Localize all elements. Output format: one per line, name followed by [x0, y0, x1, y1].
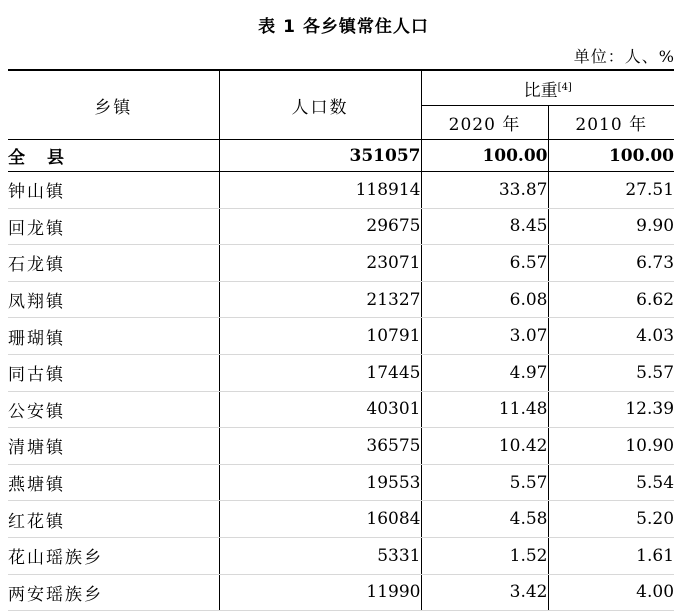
cell-share-2020: 5.57 — [421, 464, 548, 501]
unit-note: 单位：人、% — [573, 47, 675, 66]
cell-population: 19553 — [219, 464, 421, 501]
table-row — [8, 464, 674, 501]
cell-share-2020: 3.07 — [421, 318, 548, 355]
cell-town-name: 石龙镇 — [8, 245, 219, 282]
cell-share-2020: 8.45 — [421, 208, 548, 245]
population-table — [8, 69, 674, 611]
table-row — [8, 354, 674, 391]
cell-share-2020: 4.58 — [421, 501, 548, 538]
cell-population: 16084 — [219, 501, 421, 538]
table-row — [8, 428, 674, 465]
cell-town-name: 全县 — [8, 140, 219, 172]
cell-town-name: 回龙镇 — [8, 208, 219, 245]
table-header — [8, 70, 674, 140]
cell-population: 5331 — [219, 537, 421, 574]
cell-town-name: 燕塘镇 — [8, 464, 219, 501]
cell-population: 36575 — [219, 428, 421, 465]
cell-town-name: 凤翔镇 — [8, 281, 219, 318]
cell-share-2010: 9.90 — [548, 208, 674, 245]
cell-share-2020: 11.48 — [421, 391, 548, 428]
cell-share-2010: 1.61 — [548, 537, 674, 574]
cell-town-name: 两安瑶族乡 — [8, 574, 219, 611]
cell-share-2010: 5.54 — [548, 464, 674, 501]
column-header-town: 乡镇 — [8, 70, 219, 140]
cell-population: 17445 — [219, 354, 421, 391]
share-label: 比重 — [523, 80, 558, 101]
cell-town-name: 同古镇 — [8, 354, 219, 391]
cell-share-2010: 6.73 — [548, 245, 674, 282]
cell-share-2020: 10.42 — [421, 428, 548, 465]
table-row-total — [8, 140, 674, 172]
cell-share-2010: 5.57 — [548, 354, 674, 391]
cell-share-2020: 33.87 — [421, 172, 548, 209]
cell-share-2010: 6.62 — [548, 281, 674, 318]
column-header-2020: 2020 年 — [421, 106, 548, 140]
cell-town-name: 钟山镇 — [8, 172, 219, 209]
table-row — [8, 172, 674, 209]
table-body — [8, 140, 674, 611]
column-header-share — [421, 70, 674, 106]
table-row — [8, 318, 674, 355]
cell-population: 351057 — [219, 140, 421, 172]
column-header-2010: 2010 年 — [548, 106, 674, 140]
table-row — [8, 281, 674, 318]
column-header-population: 人口数 — [219, 70, 421, 140]
cell-town-name: 红花镇 — [8, 501, 219, 538]
table-row — [8, 391, 674, 428]
table-row — [8, 501, 674, 538]
cell-share-2020: 6.57 — [421, 245, 548, 282]
cell-share-2010: 12.39 — [548, 391, 674, 428]
cell-share-2010: 5.20 — [548, 501, 674, 538]
cell-share-2010: 4.00 — [548, 574, 674, 611]
cell-town-name: 珊瑚镇 — [8, 318, 219, 355]
cell-population: 11990 — [219, 574, 421, 611]
cell-town-name: 清塘镇 — [8, 428, 219, 465]
table-row — [8, 245, 674, 282]
cell-share-2010: 4.03 — [548, 318, 674, 355]
cell-population: 23071 — [219, 245, 421, 282]
cell-share-2020: 100.00 — [421, 140, 548, 172]
cell-share-2010: 10.90 — [548, 428, 674, 465]
table-row — [8, 208, 674, 245]
cell-population: 29675 — [219, 208, 421, 245]
table-row — [8, 574, 674, 611]
cell-share-2010: 27.51 — [548, 172, 674, 209]
cell-population: 118914 — [219, 172, 421, 209]
cell-share-2020: 4.97 — [421, 354, 548, 391]
share-footnote-mark: [4] — [557, 81, 572, 93]
cell-share-2020: 6.08 — [421, 281, 548, 318]
table-title: 表 1 各乡镇常住人口 — [258, 17, 429, 37]
cell-population: 21327 — [219, 281, 421, 318]
cell-town-name: 公安镇 — [8, 391, 219, 428]
cell-town-name: 花山瑶族乡 — [8, 537, 219, 574]
table-row — [8, 537, 674, 574]
cell-population: 40301 — [219, 391, 421, 428]
cell-population: 10791 — [219, 318, 421, 355]
cell-share-2020: 3.42 — [421, 574, 548, 611]
cell-share-2020: 1.52 — [421, 537, 548, 574]
cell-share-2010: 100.00 — [548, 140, 674, 172]
